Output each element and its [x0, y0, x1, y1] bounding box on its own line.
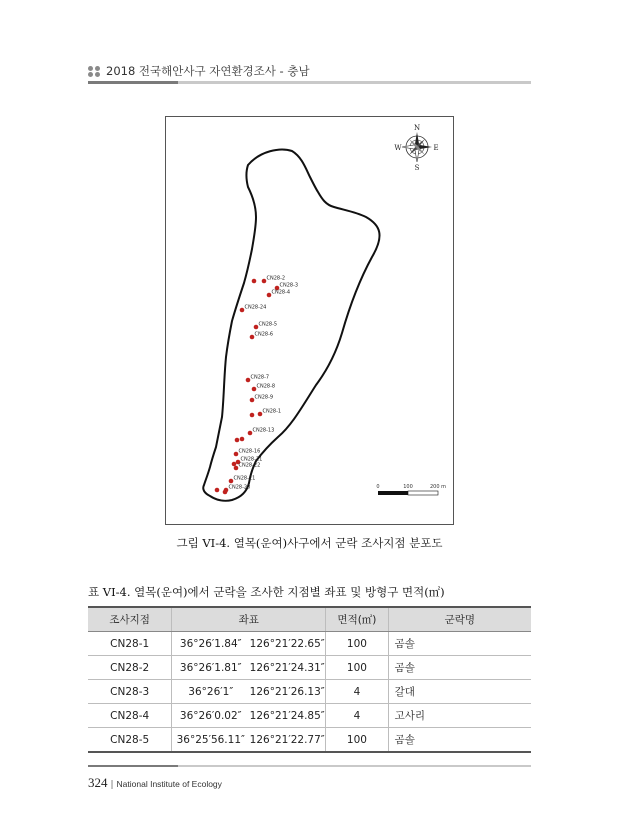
survey-point-marker — [232, 462, 237, 467]
cell-community: 곰솔 — [388, 728, 531, 753]
cell-lon: 126°21′26.13″ — [249, 680, 325, 704]
survey-point-label: CN28-3 — [279, 282, 299, 289]
survey-point-label: CN28-21 — [240, 456, 263, 463]
cell-site: CN28-5 — [88, 728, 172, 753]
survey-point-marker — [250, 413, 255, 418]
survey-point-label: CN28-8 — [256, 383, 276, 390]
table-row — [88, 728, 531, 753]
survey-points — [215, 276, 298, 495]
survey-point-label: CN28-6 — [254, 331, 274, 338]
cell-area: 4 — [326, 680, 388, 704]
survey-point-label: CN28-5 — [258, 321, 278, 328]
header-title: 2018 전국해안사구 자연환경조사 - 충남 — [106, 64, 310, 78]
table-row — [88, 656, 531, 680]
scale-label-0: 0 — [376, 484, 380, 490]
table-header-row — [88, 607, 531, 632]
survey-point-label: CN28-22 — [238, 462, 261, 469]
compass-e: E — [433, 144, 439, 152]
cell-community: 고사리 — [388, 704, 531, 728]
header-dots-icon — [88, 66, 102, 78]
cell-site: CN28-1 — [88, 632, 172, 656]
survey-point-marker — [215, 488, 220, 493]
survey-point-marker — [240, 437, 245, 442]
map-canvas — [166, 117, 455, 526]
cell-site: CN28-4 — [88, 704, 172, 728]
footer-rule-accent — [88, 765, 178, 767]
survey-point-label: CN28-9 — [254, 394, 274, 401]
site-distribution-map — [165, 116, 454, 525]
cell-lon: 126°21′24.31″ — [249, 656, 325, 680]
survey-point-label: CN28-24 — [244, 304, 267, 311]
cell-community: 갈대 — [388, 680, 531, 704]
scale-label-100: 100 — [403, 484, 413, 490]
compass-n: N — [413, 124, 421, 132]
cell-lat: 36°26′1″ — [172, 680, 249, 704]
footer-org: National Institute of Ecology — [116, 779, 222, 789]
cell-area: 100 — [326, 728, 388, 753]
cell-lon: 126°21′24.85″ — [249, 704, 325, 728]
dune-outline — [203, 150, 379, 501]
compass-s: S — [414, 164, 420, 172]
table-title: 표 VI-4. 열목(운여)에서 군락을 조사한 지점별 좌표 및 방형구 면적(㎡) — [88, 585, 445, 599]
footer-separator: | — [110, 780, 114, 790]
survey-point-label: CN28-2 — [266, 275, 286, 282]
cell-community: 곰솔 — [388, 656, 531, 680]
page-header — [88, 62, 531, 86]
cell-lat: 36°26′1.81″ — [172, 656, 249, 680]
table-row — [88, 632, 531, 656]
survey-point-marker — [235, 438, 240, 443]
header-area: 면적(㎡) — [326, 607, 388, 632]
page-number: 324 — [88, 775, 108, 790]
header-rule-accent — [88, 81, 178, 84]
survey-point-label: CN28-16 — [238, 448, 261, 455]
compass-rose-icon — [394, 124, 438, 172]
cell-lat: 36°26′0.02″ — [172, 704, 249, 728]
survey-point-marker — [252, 279, 257, 284]
cell-site: CN28-2 — [88, 656, 172, 680]
survey-point-label: CN28-21 — [233, 475, 256, 482]
header-community: 군락명 — [388, 607, 531, 632]
scale-label-200: 200 m — [429, 484, 447, 490]
page-footer — [88, 772, 222, 791]
survey-point-label: CN28-4 — [271, 289, 291, 296]
header-coord: 좌표 — [172, 607, 326, 632]
cell-lon: 126°21′22.65″ — [249, 632, 325, 656]
cell-lon: 126°21′22.77″ — [249, 728, 325, 753]
compass-w: W — [394, 144, 402, 152]
survey-point-label: CN28-20 — [228, 484, 251, 491]
cell-community: 곰솔 — [388, 632, 531, 656]
cell-area: 4 — [326, 704, 388, 728]
survey-point-label: CN28-7 — [250, 374, 270, 381]
cell-site: CN28-3 — [88, 680, 172, 704]
cell-lat: 36°26′1.84″ — [172, 632, 249, 656]
cell-lat: 36°25′56.11″ — [172, 728, 249, 753]
survey-table — [88, 606, 531, 753]
cell-area: 100 — [326, 632, 388, 656]
survey-point-label: CN28-13 — [252, 427, 275, 434]
table-row — [88, 704, 531, 728]
cell-area: 100 — [326, 656, 388, 680]
survey-point-label: CN28-1 — [262, 408, 282, 415]
header-site: 조사지점 — [88, 607, 172, 632]
scale-bar — [376, 484, 446, 495]
table-row — [88, 680, 531, 704]
figure-caption: 그림 VI-4. 열목(운여)사구에서 군락 조사지점 분포도 — [176, 536, 443, 550]
